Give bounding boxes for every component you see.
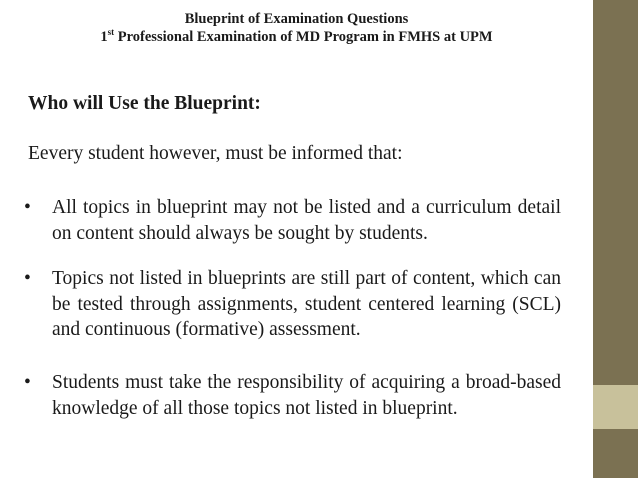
bullet-text: Students must take the responsibility of acquiring a broad-based knowledge of all those topics not listed in blueprint. (52, 372, 561, 419)
section-heading: Who will Use the Blueprint: (28, 93, 261, 114)
intro-text: Eevery student however, must be informed that: (28, 143, 403, 164)
bullet-dot-icon: • (24, 268, 31, 289)
header-title: Blueprint of Examination Questions (184, 11, 409, 27)
bullet-item (24, 370, 561, 421)
header-subtitle (0, 29, 593, 46)
bullet-item (24, 266, 561, 343)
header-subtitle-number: 1 (100, 29, 108, 45)
bullet-dot-icon: • (24, 372, 31, 393)
bullet-dot-icon: • (24, 197, 31, 218)
header-subtitle-ordinal: st (107, 27, 115, 38)
bullet-item (24, 195, 561, 246)
bullet-text: Topics not listed in blueprints are still part of content, which can be tested through assignments, student centered learning (SCL) and continuous (formative) assessment. (52, 268, 561, 340)
bullet-text: All topics in blueprint may not be listed and a curriculum detail on content should always be sought by students. (52, 197, 561, 244)
header-subtitle-text: Professional Examination of MD Program in FMHS at UPM (114, 29, 493, 45)
side-decoration-accent (593, 385, 638, 429)
